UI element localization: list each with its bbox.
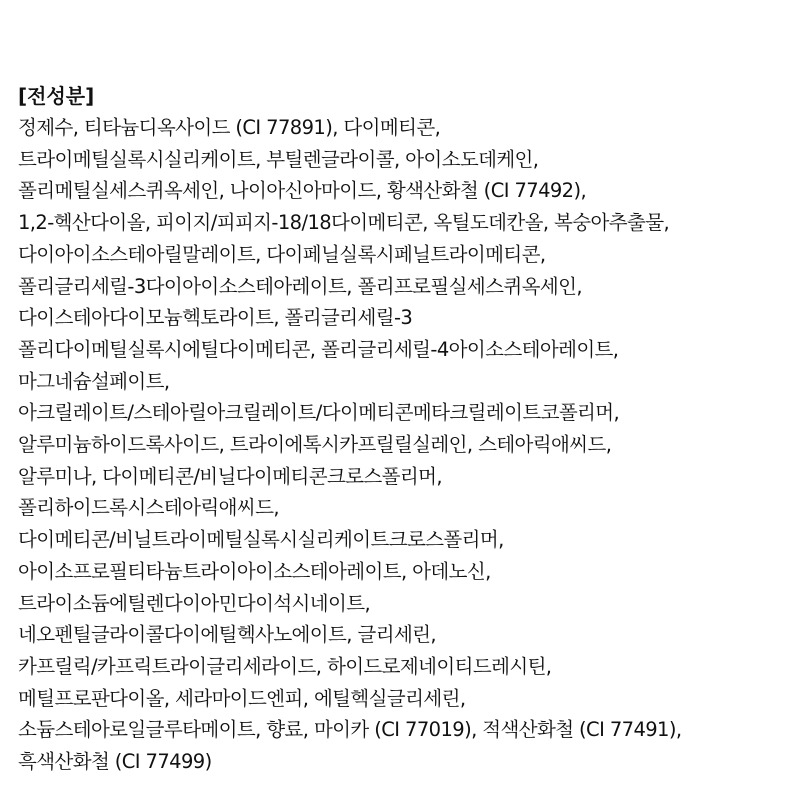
ingredient-line: 트라이메틸실록시실리케이트, 부틸렌글라이콜, 아이소도데케인, — [18, 147, 539, 171]
ingredient-line: 카프릴릭/카프릭트라이글리세라이드, 하이드로제네이티드레시틴, — [18, 654, 552, 678]
ingredient-line: 아이소프로필티타늄트라이아이소스테아레이트, 아데노신, — [18, 559, 491, 583]
ingredient-line: 폴리메틸실세스퀴옥세인, 나이아신아마이드, 황색산화철 (CI 77492), — [18, 179, 587, 203]
ingredient-line: 메틸프로판다이올, 세라마이드엔피, 에틸헥실글리세린, — [18, 686, 466, 710]
ingredient-line: 폴리다이메틸실록시에틸다이메티콘, 폴리글리세릴-4아이소스테아레이트, — [18, 337, 619, 361]
ingredient-line: 정제수, 티타늄디옥사이드 (CI 77891), 다이메티콘, — [18, 116, 441, 139]
ingredient-line: 1,2-헥산다이올, 피이지/피피지-18/18다이메티콘, 옥틸도데칸올, 복숭아추출물, — [18, 211, 670, 235]
ingredient-line: 네오펜틸글라이콜다이에틸헥사노에이트, 글리세린, — [18, 623, 437, 647]
ingredient-line: 다이메티콘/비닐트라이메틸실록시실리케이트크로스폴리머, — [18, 528, 504, 552]
ingredient-line: 다이아이소스테아릴말레이트, 다이페닐실록시페닐트라이메티콘, — [18, 242, 546, 266]
ingredient-line: 아크릴레이트/스테아릴아크릴레이트/다이메티콘메타크릴레이트코폴리머, — [18, 401, 620, 425]
ingredient-list — [18, 112, 788, 778]
ingredient-line: 폴리글리세릴-3다이아이소스테아레이트, 폴리프로필실세스퀴옥세인, — [18, 274, 582, 298]
ingredient-line: 소듐스테아로일글루타메이트, 향료, 마이카 (CI 77019), 적색산화철 (CI 77491), — [18, 718, 682, 742]
ingredient-line: 마그네슘설페이트, — [18, 369, 170, 393]
ingredient-line: 흑색산화철 (CI 77499) — [18, 750, 212, 774]
ingredient-line: 트라이소듐에틸렌다이아민다이석시네이트, — [18, 591, 371, 615]
ingredient-line: 폴리하이드록시스테아릭애씨드, — [18, 496, 279, 520]
ingredient-line: 알루미늄하이드록사이드, 트라이에톡시카프릴릴실레인, 스테아릭애씨드, — [18, 433, 612, 457]
ingredient-line: 다이스테아다이모늄헥토라이트, 폴리글리세릴-3 — [18, 306, 413, 330]
ingredients-document — [18, 82, 788, 778]
ingredient-line: 알루미나, 다이메티콘/비닐다이메티콘크로스폴리머, — [18, 464, 442, 488]
section-heading: [전성분] — [18, 84, 95, 108]
